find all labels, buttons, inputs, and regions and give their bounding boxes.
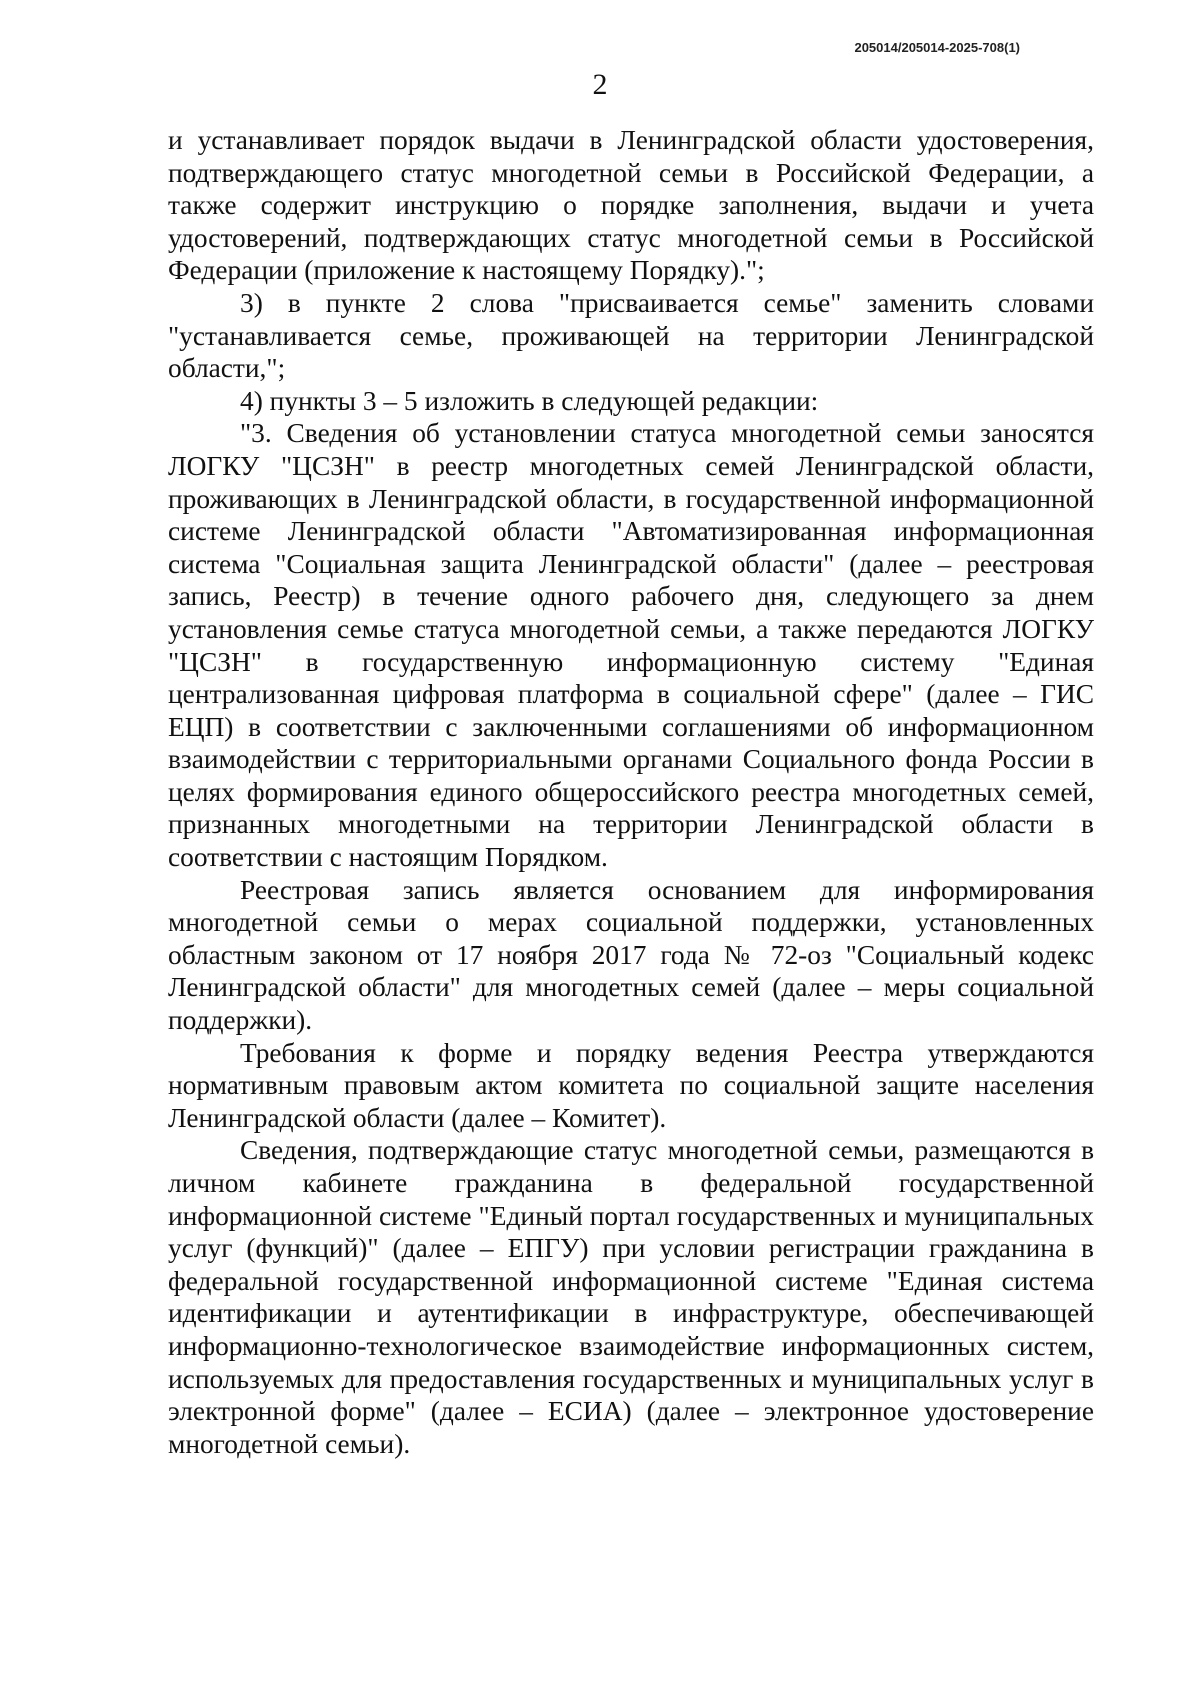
document-body: [168, 124, 1094, 1460]
paragraph-registry-requirements: Требования к форме и порядку ведения Реестра утверждаются нормативным правовым актом комитета по социальной защите населения Ленинградской области (далее – Комитет).: [168, 1037, 1094, 1133]
page-number: 2: [592, 68, 608, 101]
paragraph-electronic-certificate: Сведения, подтверждающие статус многодетной семьи, размещаются в личном кабинете гражданина в федеральной государственной информационной системе "Единый портал государственных и муниципальных услуг (функций)" (далее – ЕПГУ) при условии регистрации гражданина в федеральной государственной информационной системе "Единая система идентификации и аутентификации в инфраструктуре, обеспечивающей информационно-технологическое взаимодействие информационных систем, используемых для предоставления государственных и муниципальных услуг в электронной форме" (далее – ЕСИА) (далее – электронное удостоверение многодетной семьи).: [168, 1135, 1094, 1459]
paragraph-item-3: 3) в пункте 2 слова "присваивается семье" заменить словами "устанавливается семье, проживающей на территории Ленинградской области,";: [168, 287, 1094, 384]
paragraph-clause-3: "3. Сведения об установлении статуса многодетной семьи заносятся ЛОГКУ "ЦСЗН" в реестр многодетных семей Ленинградской области, проживающих в Ленинградской области, в государственной информационной системе Ленинградской области "Автоматизированная информационная система "Социальная защита Ленинградской области" (далее – реестровая запись, Реестр) в течение одного рабочего дня, следующего за днем установления семье статуса многодетной семьи, а также передаются ЛОГКУ "ЦСЗН" в государственную информационную систему "Единая централизованная цифровая платформа в социальной сфере" (далее – ГИС ЕЦП) в соответствии с заключенными соглашениями об информационном взаимодействии с территориальными органами Социального фонда России в целях формирования единого общероссийского реестра многодетных семей, признанных многодетными на территории Ленинградской области в соответствии с настоящим Порядком.: [168, 418, 1094, 873]
document-number: 205014/205014-2025-708(1): [854, 40, 1020, 55]
paragraph-continuation: и устанавливает порядок выдачи в Ленинградской области удостоверения, подтверждающего статус многодетной семьи в Российской Федерации, а также содержит инструкцию о порядке заполнения, выдачи и учета удостоверений, подтверждающих статус многодетной семьи в Российской Федерации (приложение к настоящему Порядку).";: [168, 125, 1094, 286]
paragraph-registry-record: Реестровая запись является основанием для информирования многодетной семьи о мерах социальной поддержки, установленных областным законом от 17 ноября 2017 года № 72-оз "Социальный кодекс Ленинградской области" для многодетных семей (далее – меры социальной поддержки).: [168, 874, 1094, 1036]
paragraph-item-4: 4) пункты 3 – 5 изложить в следующей редакции:: [240, 385, 819, 416]
